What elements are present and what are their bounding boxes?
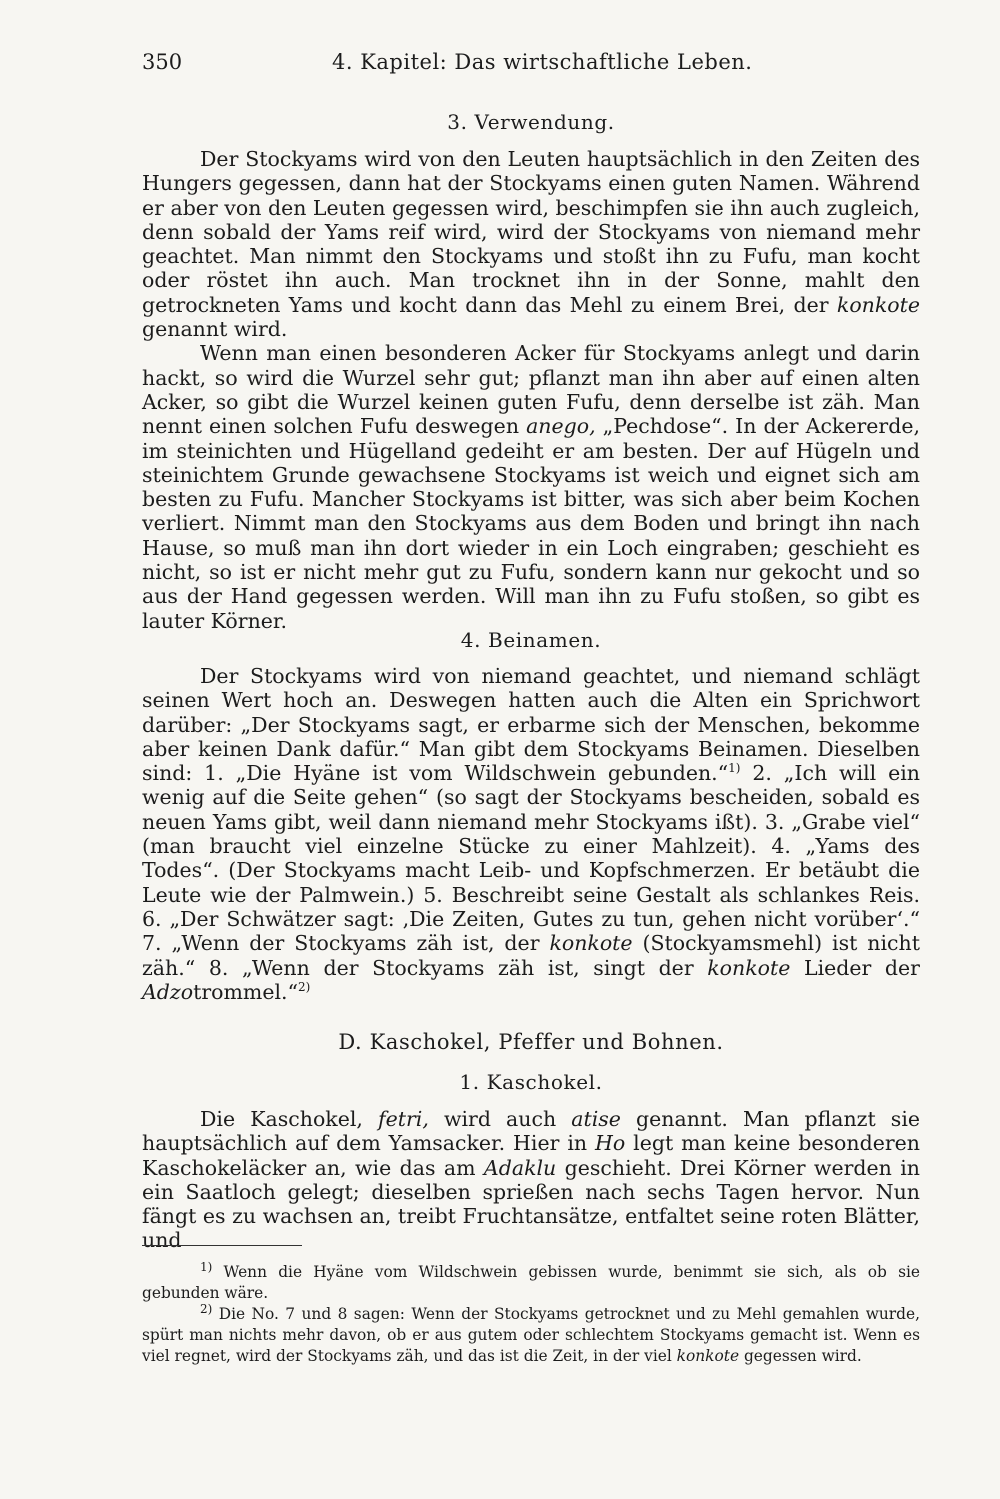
- italic-term: anego,: [526, 414, 596, 439]
- italic-term: konkote: [676, 1347, 740, 1365]
- italic-term: Adaklu: [483, 1155, 557, 1180]
- footnote-2: $^{2)}$ Die No. 7 und 8 sagen: Wenn der Stockyams getrocknet und zu Mehl gemahlen wurde, spürt man nichts mehr davon, ob er aus gutem oder schlechtem Stockyams gemacht ist. Wenn es viel regnet, wird der Stockyams zäh, und das ist die Zeit, in der viel konkote gegessen wird.: [142, 1301, 920, 1365]
- italic-term: konkote: [707, 955, 791, 980]
- italic-term: fetri,: [378, 1107, 429, 1131]
- paragraph: Der Stockyams wird von niemand geachtet, und niemand schlägt seinen Wert hoch an. Deswegen hatten auch die Alten ein Sprichwort darüber: „Der Stockyams sagt, er erbarme sich der Menschen, bekomme aber keinen Dank dafür.“ Man gibt dem Stockyams Beinamen. Dieselben sind: 1. „Die Hyäne ist vom Wildschwein gebunden.“$^{1)}$ 2. „Ich will ein wenig auf die Seite gehen“ (so sagt der Stockyams bescheiden, sobald es neuen Yams gibt, weil dann niemand mehr Stockyams ißt). 3. „Grabe viel“ (man braucht viel einzelne Stücke zu einer Mahlzeit). 4. „Yams des Todes“. (Der Stockyams macht Leib- und Kopfschmerzen. Er betäubt die Leute wie der Palmwein.) 5. Beschreibt seine Gestalt als schlankes Reis. 6. „Der Schwätzer sagt: ‚Die Zeiten, Gutes zu tun, gehen nicht vorüber‘.“ 7. „Wenn der Stockyams zäh ist, der konkote (Stockyamsmehl) ist nicht zäh.“ 8. „Wenn der Stockyams zäh ist, singt der konkote Lieder der Adzotrommel.“$^{2)}$: [142, 664, 920, 1004]
- paragraph: Der Stockyams wird von den Leuten hauptsächlich in den Zeiten des Hungers gegessen, dann hat der Stockyams einen guten Namen. Während er aber von den Leuten gegessen wird, beschimpfen sie ihn auch zugleich, denn sobald der Yams reif wird, wird der Stockyams von niemand mehr geachtet. Man nimmt den Stockyams und stoßt ihn zu Fufu, man kocht oder röstet ihn auch. Man trocknet ihn in der Sonne, mahlt den getrockneten Yams und kocht dann das Mehl zu einem Brei, der konkote genannt wird.: [142, 147, 920, 342]
- running-head: [142, 50, 922, 80]
- footnote-rule: [142, 1245, 302, 1246]
- section-heading-kaschokel: 1. Kaschokel.: [459, 1070, 603, 1094]
- running-title: 4. Kapitel: Das wirtschaftliche Leben.: [332, 50, 753, 74]
- footnote-1: $^{1)}$ Wenn die Hyäne vom Wildschwein gebissen wurde, benimmt sie sich, als ob sie gebunden wäre.: [142, 1259, 920, 1302]
- section-heading-verwendung: 3. Verwendung.: [447, 110, 615, 134]
- italic-term: Ho: [595, 1131, 626, 1156]
- section-body-kaschokel: [142, 1107, 920, 1253]
- footnote-mark: 1): [200, 1259, 213, 1274]
- italic-term: konkote: [549, 931, 633, 956]
- italic-term: atise: [571, 1107, 621, 1131]
- italic-term: konkote: [836, 292, 920, 317]
- section-body-beinamen: [142, 664, 920, 1004]
- page-number: 350: [142, 50, 183, 74]
- footnote-mark: 2): [200, 1301, 213, 1316]
- italic-term: Adzo: [142, 979, 194, 1004]
- paragraph: Die Kaschokel, fetri, wird auch atise genannt. Man pflanzt sie hauptsächlich auf dem Yamsacker. Hier in Ho legt man keine besonderen Kaschokeläcker an, wie das am Adaklu geschieht. Drei Körner werden in ein Saatloch gelegt; dieselben sprießen nach sechs Tagen hervor. Nun fängt es zu wachsen an, treibt Fruchtansätze, entfaltet seine roten Blätter, und: [142, 1107, 921, 1253]
- paragraph: Wenn man einen besonderen Acker für Stockyams anlegt und darin hackt, so wird die Wurzel sehr gut; pflanzt man ihn aber auf einen alten Acker, so gibt die Wurzel keinen guten Fufu, denn derselbe ist zäh. Man nennt einen solchen Fufu deswegen anego, „Pechdose“. In der Ackererde, im steinichten und Hügelland gedeiht er am besten. Der auf Hügeln und steinichtem Grunde gewachsene Stockyams ist weich und eignet sich am besten zu Fufu. Mancher Stockyams ist bitter, was sich aber beim Kochen verliert. Nimmt man den Stockyams aus dem Boden und bringt ihn nach Hause, so muß man ihn dort wieder in ein Loch eingraben; geschieht es nicht, so ist er nicht mehr gut zu Fufu, sondern kann nur gekocht und so aus der Hand gegessen werden. Will man ihn zu Fufu stoßen, so gibt es lauter Körner.: [142, 341, 920, 633]
- footnotes: [142, 1259, 920, 1367]
- footnote-ref: 1): [728, 761, 741, 776]
- section-heading-beinamen: 4. Beinamen.: [460, 628, 602, 652]
- footnote-ref: 2): [298, 980, 311, 995]
- section-body-verwendung: [142, 147, 920, 633]
- chapter-subheading: D. Kaschokel, Pfeffer und Bohnen.: [338, 1030, 724, 1054]
